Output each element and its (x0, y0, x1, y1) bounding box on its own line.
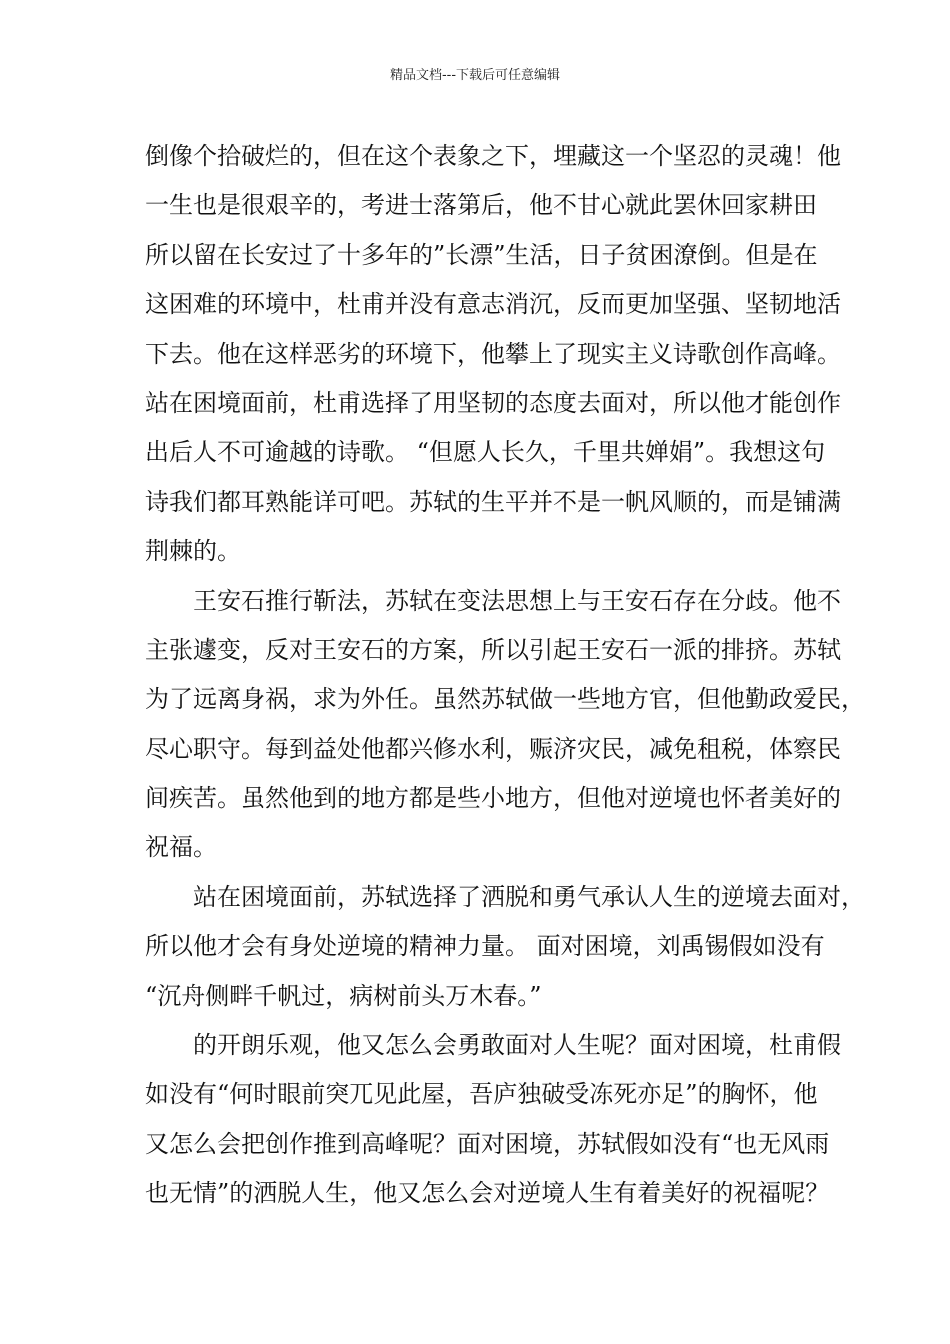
text-line: 所以他才会有身处逆境的精神力量。 面对困境，刘禹锡假如没有 (145, 932, 825, 961)
text-line: 的开朗乐观，他又怎么会勇敢面对人生呢？面对困境，杜甫假 (145, 1031, 841, 1060)
text-line: 所以留在长安过了十多年的”长漂”生活，日子贫困潦倒。但是在 (145, 240, 818, 269)
text-line: 出后人不可逾越的诗歌。 “但愿人长久，千里共婵娟”。我想这句 (145, 438, 826, 467)
text-line: 祝福。 (145, 833, 217, 862)
text-line: 间疾苦。虽然他到的地方都是些小地方，但他对逆境也怀者美好的 (145, 784, 841, 813)
text-line: 一生也是很艰辛的，考进士落第后，他不甘心就此罢休回家耕田 (145, 191, 817, 220)
text-line: 下去。他在这样恶劣的环境下，他攀上了现实主义诗歌创作高峰。 (145, 339, 841, 368)
page-header: 精品文档---下载后可任意编辑 (389, 68, 561, 83)
text-line: 站在困境面前，杜甫选择了用坚韧的态度去面对，所以他才能创作 (145, 388, 841, 417)
text-line: 诗我们都耳熟能详可吧。苏轼的生平并不是一帆风顺的，而是铺满 (145, 487, 841, 516)
text-line: 如没有“何时眼前突兀见此屋，吾庐独破受冻死亦足”的胸怀，他 (145, 1080, 818, 1109)
text-line: 王安石推行靳法，苏轼在变法思想上与王安石存在分歧。他不 (145, 586, 841, 615)
text-line: 倒像个拾破烂的，但在这个表象之下，埋藏这一个坚忍的灵魂！他 (145, 142, 841, 170)
text-line: 主张遽变，反对王安石的方案，所以引起王安石一派的排挤。苏轼 (145, 635, 841, 664)
text-line: “沉舟侧畔千帆过，病树前头万木春。” (145, 981, 542, 1010)
text-line: 也无情”的洒脱人生，他又怎么会对逆境人生有着美好的祝福呢？ (145, 1179, 830, 1208)
text-line: 站在困境面前，苏轼选择了洒脱和勇气承认人生的逆境去面对， (145, 882, 865, 911)
text-line: 尽心职守。每到益处他都兴修水利，赈济灾民，减免租税，体察民 (145, 734, 841, 763)
text-line: 又怎么会把创作推到高峰呢？面对困境，苏轼假如没有“也无风雨 (145, 1129, 830, 1158)
text-line: 这困难的环境中，杜甫并没有意志消沉，反而更加坚强、坚韧地活 (145, 290, 841, 319)
text-line: 为了远离身祸，求为外任。虽然苏轼做一些地方官，但他勤政爱民， (145, 685, 865, 714)
text-line: 荆棘的。 (145, 537, 241, 566)
body-text (145, 132, 865, 1219)
